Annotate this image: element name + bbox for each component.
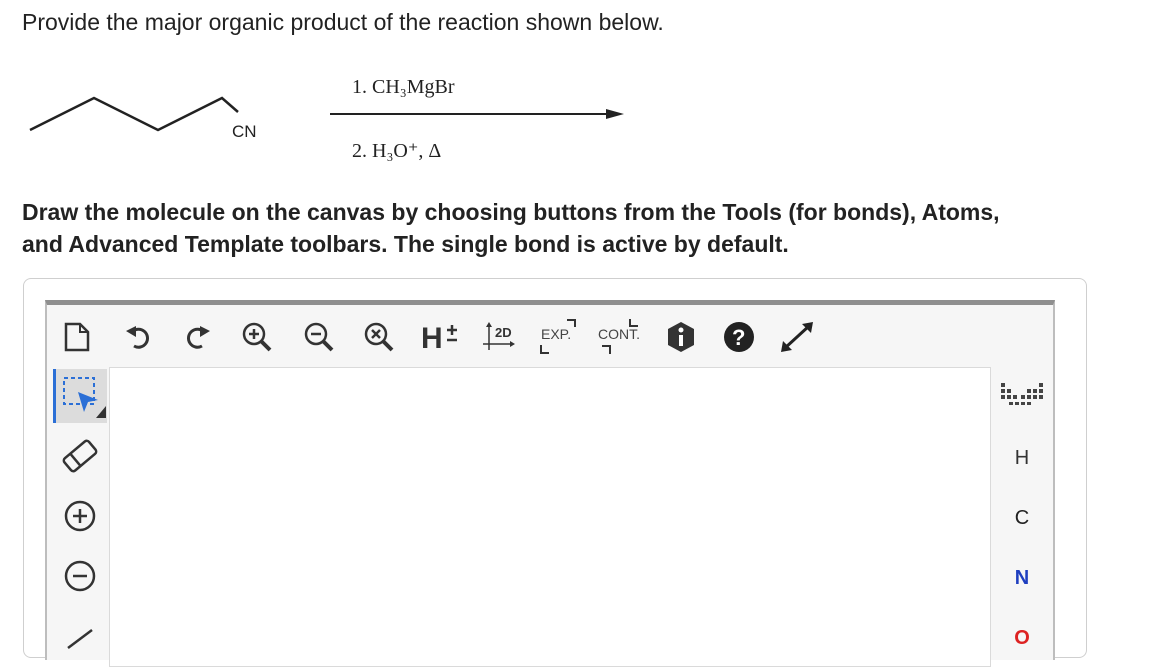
top-toolbar bbox=[47, 305, 1053, 367]
single-bond-button[interactable] bbox=[53, 609, 107, 663]
svg-text:H: H bbox=[421, 322, 443, 355]
minus-charge-icon bbox=[63, 559, 97, 593]
help-icon bbox=[722, 320, 756, 354]
undo-icon bbox=[124, 322, 154, 352]
instructions-line-2: and Advanced Template toolbars. The single bond is active by default. bbox=[22, 231, 789, 257]
new-document-icon bbox=[62, 321, 92, 353]
eraser-icon bbox=[60, 436, 100, 476]
undo-button[interactable] bbox=[119, 317, 159, 357]
help-button[interactable] bbox=[719, 317, 759, 357]
reagent-step-1: 1. CH₃MgBr bbox=[352, 76, 455, 98]
instructions bbox=[22, 196, 1000, 260]
zoom-reset-icon bbox=[362, 320, 396, 354]
question-text: Provide the major organic product of the reaction shown below. bbox=[22, 9, 664, 35]
contract-button[interactable] bbox=[595, 317, 651, 357]
reaction-arrow bbox=[328, 104, 628, 124]
atoms-toolbar bbox=[991, 367, 1053, 667]
expand-button[interactable] bbox=[535, 317, 585, 357]
eraser-tool-button[interactable] bbox=[53, 429, 107, 483]
negative-charge-button[interactable] bbox=[53, 549, 107, 603]
svg-text:CONT.: CONT. bbox=[598, 326, 640, 342]
svg-text:?: ? bbox=[732, 325, 746, 350]
atom-oxygen-button[interactable]: O bbox=[1014, 626, 1030, 649]
periodic-table-button[interactable] bbox=[1001, 383, 1043, 412]
reaction-scheme bbox=[22, 62, 662, 182]
redo-icon bbox=[182, 322, 212, 352]
left-toolbar bbox=[51, 367, 109, 667]
toggle-hydrogens-button[interactable] bbox=[419, 317, 459, 357]
single-bond-icon bbox=[60, 616, 100, 656]
clean-2d-button[interactable] bbox=[481, 317, 521, 357]
expand-icon bbox=[537, 317, 583, 357]
zoom-out-icon bbox=[302, 320, 336, 354]
zoom-in-button[interactable] bbox=[237, 317, 277, 357]
select-arrow-icon bbox=[58, 374, 106, 418]
contract-icon bbox=[596, 317, 650, 357]
molecule-editor-frame bbox=[23, 278, 1087, 658]
clean-2d-icon bbox=[481, 320, 521, 354]
substrate-skeleton bbox=[22, 62, 252, 172]
atom-carbon-button[interactable]: C bbox=[1014, 506, 1030, 529]
new-document-button[interactable] bbox=[57, 317, 97, 357]
svg-text:EXP.: EXP. bbox=[541, 326, 572, 342]
fullscreen-button[interactable] bbox=[777, 317, 817, 357]
fullscreen-icon bbox=[779, 320, 815, 354]
molecule-editor bbox=[45, 300, 1055, 660]
plus-charge-icon bbox=[63, 499, 97, 533]
atom-hydrogen-button[interactable]: H bbox=[1014, 446, 1030, 469]
info-button[interactable] bbox=[661, 317, 701, 357]
zoom-in-icon bbox=[240, 320, 274, 354]
info-icon bbox=[664, 320, 698, 354]
zoom-out-button[interactable] bbox=[299, 317, 339, 357]
redo-button[interactable] bbox=[177, 317, 217, 357]
positive-charge-button[interactable] bbox=[53, 489, 107, 543]
periodic-table-icon bbox=[1001, 383, 1043, 407]
reagent-step-2: 2. H₃O⁺, Δ bbox=[352, 140, 442, 162]
drawing-canvas[interactable] bbox=[109, 367, 991, 667]
nitrile-label: CN bbox=[232, 122, 257, 141]
svg-text:2D: 2D bbox=[495, 325, 512, 340]
select-tool-button[interactable] bbox=[53, 369, 107, 423]
atom-nitrogen-button[interactable]: N bbox=[1014, 566, 1030, 589]
hydrogen-toggle-icon bbox=[419, 320, 459, 354]
instructions-line-1: Draw the molecule on the canvas by choosing buttons from the Tools (for bonds), Atoms, bbox=[22, 199, 1000, 225]
zoom-reset-button[interactable] bbox=[359, 317, 399, 357]
